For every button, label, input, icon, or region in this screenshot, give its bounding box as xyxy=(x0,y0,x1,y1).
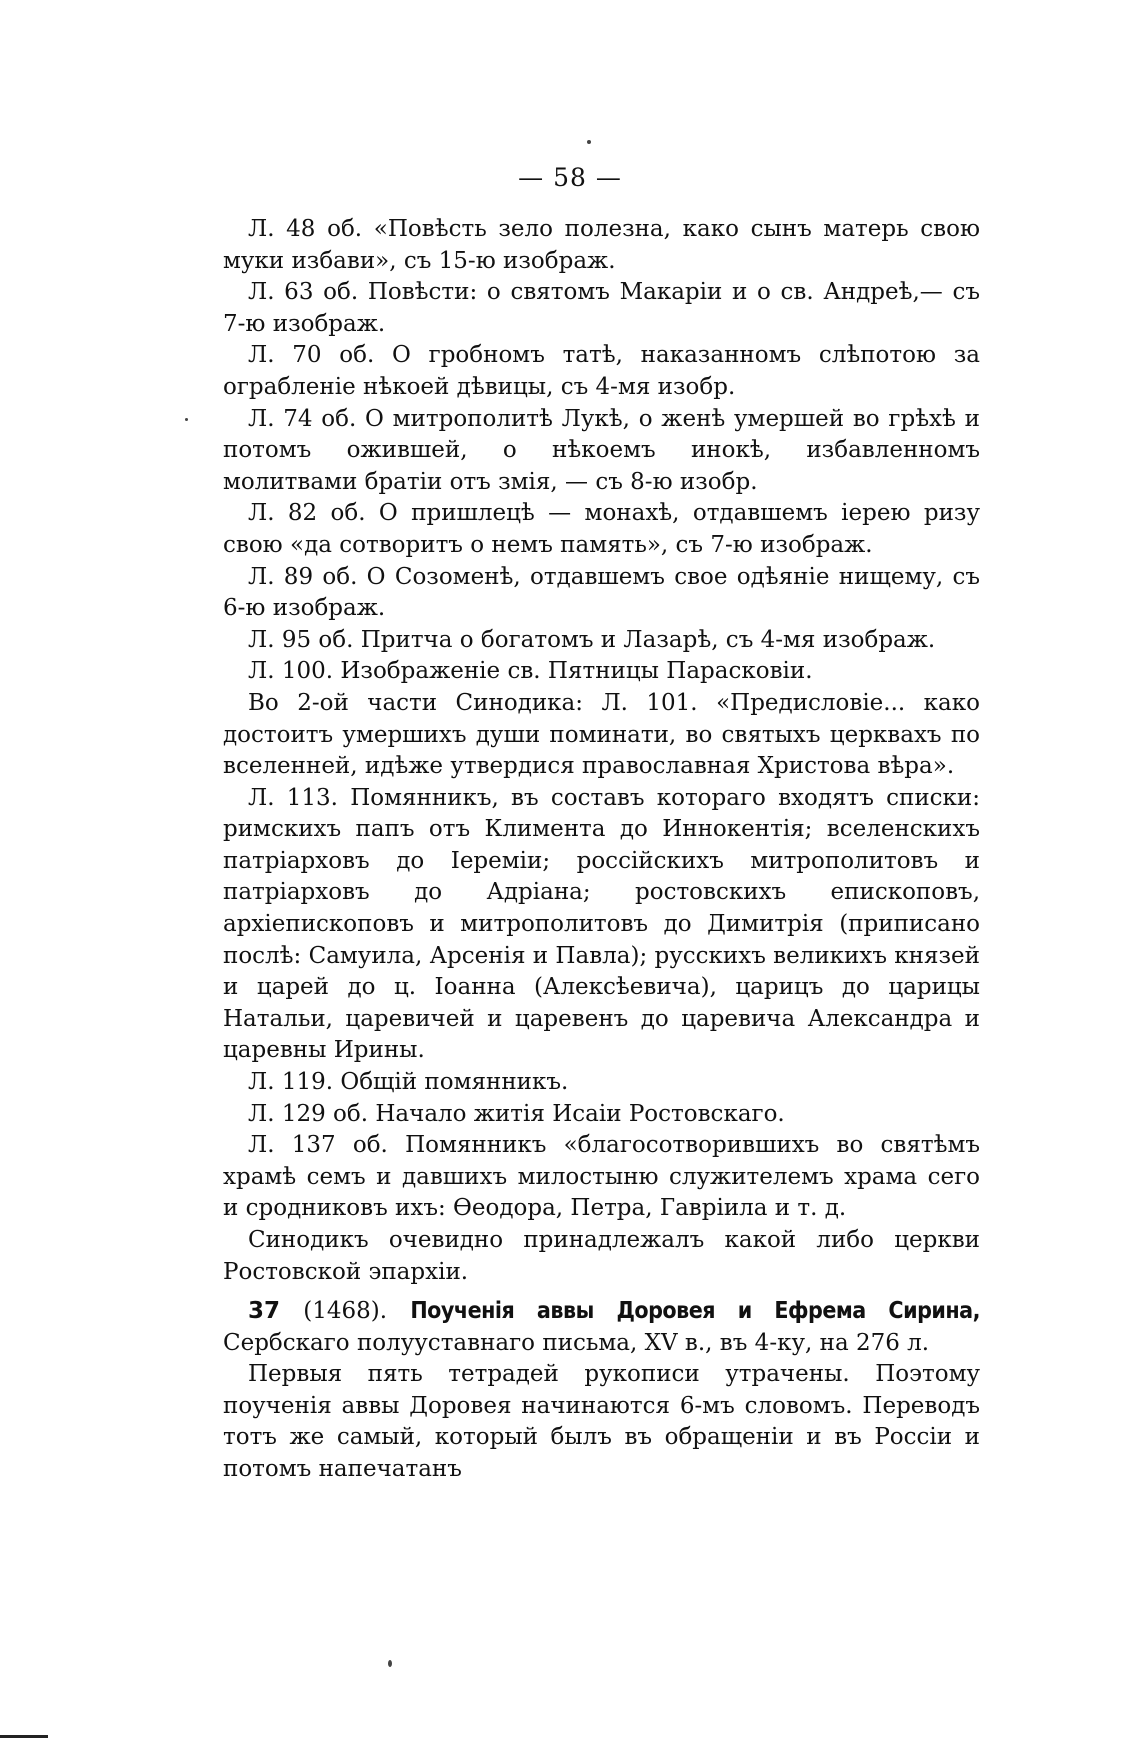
margin-dash xyxy=(0,1735,48,1738)
entry-paragraph: Л. 89 об. О Созоменѣ, отдавшемъ свое одѣяніе нищему, съ 6-ю изображ. xyxy=(223,563,980,622)
entry-paragraph: Л. 70 об. О гробномъ татѣ, наказанномъ слѣпотою за ограбленіе нѣкоей дѣвицы, съ 4-мя изобр. xyxy=(223,342,980,400)
entry-37-heading xyxy=(223,1296,980,1359)
entry-paragraph: Л. 100. Изображеніе св. Пятницы Парасковіи. xyxy=(248,658,813,685)
scan-speck xyxy=(388,1660,392,1667)
entry-paragraph: Л. 95 об. Притча о богатомъ и Лазарѣ, съ 4-мя изображ. xyxy=(248,626,936,653)
entry-37 xyxy=(223,1296,980,1486)
entry-paragraph: Л. 119. Общій помянникъ. xyxy=(248,1069,569,1096)
entry-title: Поученія аввы Доровея и Ефрема Сирина, xyxy=(410,1298,980,1324)
entry-paragraph: Л. 137 об. Помянникъ «благосотворившихъ во святѣмъ храмѣ семъ и давшихъ милостыню служителемъ храма сего и сродниковъ ихъ: Ѳеодора, Петра, Гавріила и т. д. xyxy=(223,1132,980,1222)
entry-paragraph: Синодикъ очевидно принадлежалъ какой либо церкви Ростовской эпархіи. xyxy=(223,1227,980,1285)
entry-37-body: Первыя пять тетрадей рукописи утрачены. Поэтому поученія аввы Доровея начинаются 6-мъ словомъ. Переводъ тотъ же самый, который былъ въ обращеніи и въ Россіи и потомъ напечатанъ xyxy=(223,1361,980,1482)
entry-number: 37 xyxy=(248,1298,281,1324)
entry-description: Сербскаго полууставнаго письма, XV в., въ 4-ку, на 276 л. xyxy=(223,1329,930,1356)
entry-paragraph: Л. 63 об. Повѣсти: о святомъ Макаріи и о св. Андреѣ,— съ 7-ю изображ. xyxy=(223,279,980,337)
scan-speck xyxy=(185,418,188,421)
entry-paragraph: Л. 129 об. Начало житія Исаіи Ростовскаго. xyxy=(248,1100,785,1127)
page-number: — 58 — xyxy=(518,163,622,192)
inventory-number: (1468). xyxy=(303,1298,388,1324)
entry-paragraph: Л. 113. Помянникъ, въ составъ котораго входятъ списки: римскихъ папъ отъ Климента до Иннокентія; вселенскихъ патріарховъ до Іереміи; россійскихъ митрополитовъ и патріарховъ до Адріана; ростовскихъ епископовъ, архіепископовъ и митрополитовъ до Димитрія (приписано послѣ: Самуила, Арсенія и Павла); русскихъ великихъ князей и царей до ц. Іоанна (Алексѣевича), царицъ до царицы Натальи, царевичей и царевенъ до царевича Александра и царевны Ирины. xyxy=(223,784,980,1064)
entry-paragraph: Во 2-ой части Синодика: Л. 101. «Предисловіе... како достоитъ умершихъ души поминати, во святыхъ церквахъ по вселенней, идѣже утвердися православная Христова вѣра». xyxy=(223,689,980,780)
entry-paragraph: Л. 82 об. О пришлецѣ — монахѣ, отдавшемъ іерею ризу свою «да сотворитъ о немъ память», съ 7-ю изображ. xyxy=(223,500,980,558)
scan-speck xyxy=(587,140,591,144)
synodik-contents xyxy=(223,214,980,1288)
entry-paragraph: Л. 48 об. «Повѣсть зело полезна, како сынъ матерь свою муки избави», съ 15-ю изображ. xyxy=(223,216,980,274)
entry-paragraph: Л. 74 об. О митрополитѣ Лукѣ, о женѣ умершей во грѣхѣ и потомъ ожившей, о нѣкоемъ инокѣ, избавленномъ молитвами братіи отъ змія, — съ 8-ю изобр. xyxy=(223,405,980,495)
